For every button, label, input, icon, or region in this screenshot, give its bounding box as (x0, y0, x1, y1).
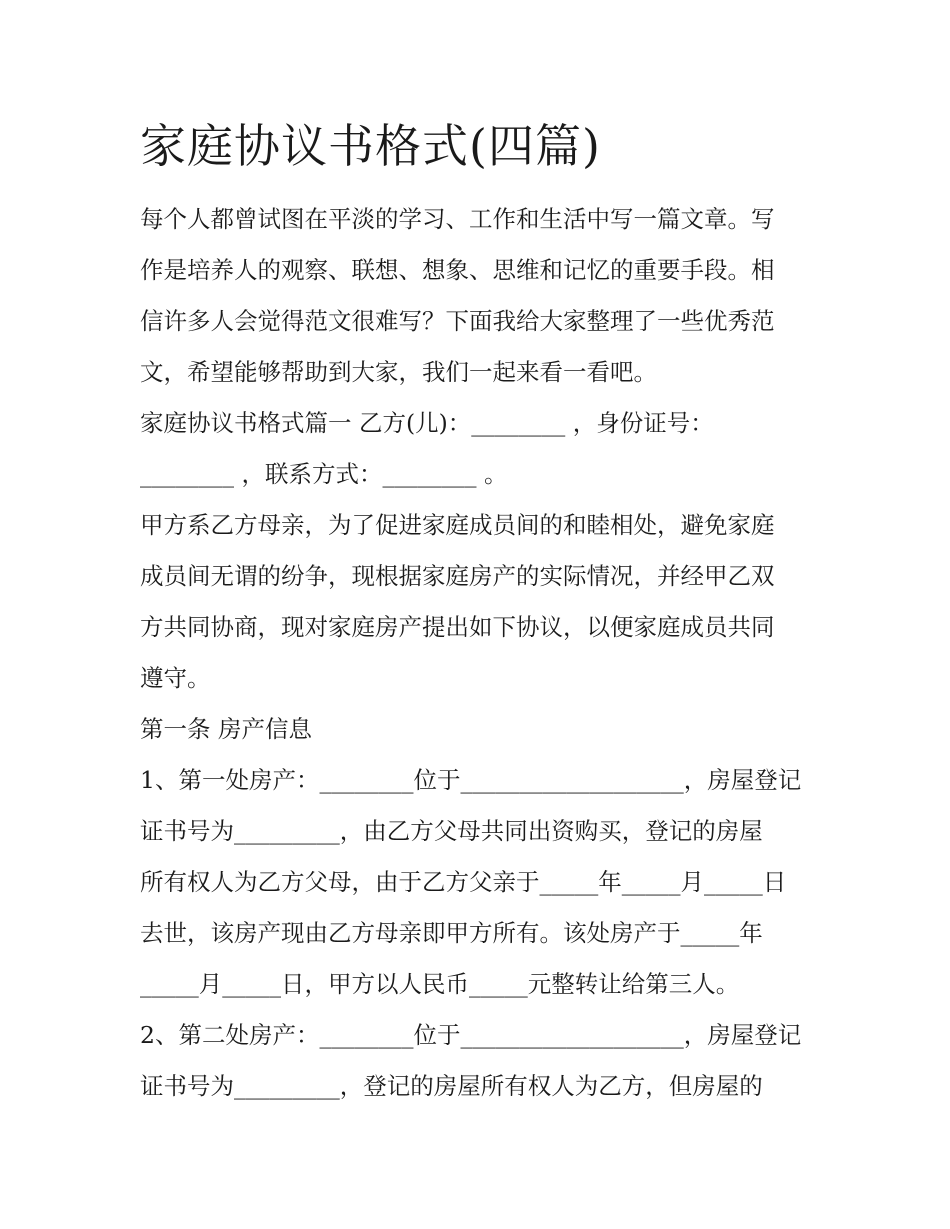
body-line: 遵守。 (140, 664, 211, 692)
body-line: 甲方系乙方母亲，为了促进家庭成员间的和睦相处，避免家庭 (140, 511, 775, 539)
body-line: 方共同协商，现对家庭房产提出如下协议，以便家庭成员共同 (140, 613, 775, 641)
body-line: ________ ，联系方式：________ 。 (140, 460, 508, 488)
document-title: 家庭协议书格式(四篇) (140, 119, 601, 173)
body-line: 作是培养人的观察、联想、想象、思维和记忆的重要手段。相 (140, 256, 775, 284)
body-line: 家庭协议书格式篇一 乙方(儿)：________ ，身份证号： (140, 409, 714, 437)
body-line: 信许多人会觉得范文很难写？下面我给大家整理了一些优秀范 (140, 307, 775, 335)
body-line: 去世，该房产现由乙方母亲即甲方所有。该处房产于_____年 (140, 919, 763, 947)
body-line: 文，希望能够帮助到大家，我们一起来看一看吧。 (140, 358, 657, 386)
body-line: 2、第二处房产：________位于___________________，房屋登记 (140, 1021, 802, 1049)
section-heading: 第一条 房产信息 (140, 715, 312, 743)
body-line: 证书号为_________，由乙方父母共同出资购买，登记的房屋 (140, 817, 763, 845)
body-line: 1、第一处房产：________位于___________________，房屋登记 (140, 766, 802, 794)
body-line: 所有权人为乙方父母，由于乙方父亲于_____年_____月_____日 (140, 868, 787, 896)
document-page (140, 108, 820, 1112)
body-line: 每个人都曾试图在平淡的学习、工作和生活中写一篇文章。写 (140, 205, 775, 233)
document-body (140, 194, 820, 1112)
body-line: 证书号为_________，登记的房屋所有权人为乙方，但房屋的 (140, 1072, 763, 1100)
body-line: 成员间无谓的纷争，现根据家庭房产的实际情况，并经甲乙双 (140, 562, 775, 590)
body-line: _____月_____日，甲方以人民币_____元整转让给第三人。 (140, 970, 740, 998)
